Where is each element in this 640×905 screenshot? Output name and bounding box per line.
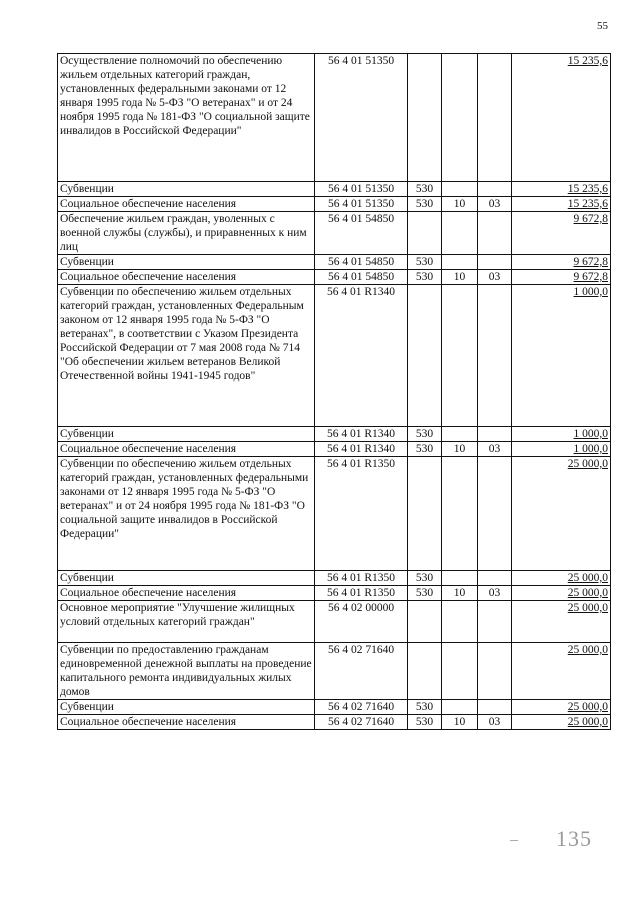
- table-row: [58, 212, 611, 255]
- row-name-cell: Субвенции по обеспечению жильем отдельных категорий граждан, установленных Федеральным законом от 12 января 1995 года № 5-ФЗ "О ветеранах", в соответствии с Указом Президента Российской Федерации от 7 мая 2008 года № 714 "Об обеспечении жильем ветеранов Великой Отечественной войны 1941-1945 годов": [58, 285, 315, 427]
- table-row: [58, 457, 611, 571]
- row-vr-cell: 530: [408, 182, 442, 197]
- row-pr-cell: 03: [478, 197, 512, 212]
- row-pr-cell: 03: [478, 270, 512, 285]
- row-vr-cell: 530: [408, 427, 442, 442]
- row-name-cell: Социальное обеспечение населения: [58, 270, 315, 285]
- row-name-cell: Субвенции: [58, 255, 315, 270]
- row-name-cell: Субвенции: [58, 182, 315, 197]
- row-amount-cell: [512, 54, 611, 182]
- row-amount-cell: [512, 442, 611, 457]
- row-code-cell: 56 4 02 71640: [315, 715, 408, 730]
- row-vr-cell: [408, 643, 442, 700]
- row-code-cell: 56 4 02 71640: [315, 700, 408, 715]
- row-code-cell: 56 4 01 51350: [315, 54, 408, 182]
- row-rz-cell: 10: [442, 715, 478, 730]
- row-rz-cell: 10: [442, 442, 478, 457]
- row-amount-cell: [512, 457, 611, 571]
- row-code-cell: 56 4 01 51350: [315, 197, 408, 212]
- row-pr-cell: [478, 285, 512, 427]
- row-amount-cell: [512, 182, 611, 197]
- row-rz-cell: [442, 457, 478, 571]
- amount-value: 25 000,0: [567, 587, 608, 599]
- row-vr-cell: 530: [408, 197, 442, 212]
- row-pr-cell: [478, 54, 512, 182]
- row-code-cell: 56 4 01 54850: [315, 270, 408, 285]
- row-amount-cell: [512, 601, 611, 643]
- row-vr-cell: [408, 601, 442, 643]
- amount-value: 15 235,6: [567, 183, 608, 195]
- row-amount-cell: [512, 715, 611, 730]
- row-name-cell: Осуществление полномочий по обеспечению жильем отдельных категорий граждан, установленных федеральными законами от 12 января 1995 года № 5-ФЗ "О ветеранах" и от 24 ноября 1995 года № 181-ФЗ "О социальной защите инвалидов в Российской Федерации": [58, 54, 315, 182]
- row-name-cell: Субвенции: [58, 427, 315, 442]
- amount-value: 25 000,0: [567, 644, 608, 656]
- row-rz-cell: [442, 700, 478, 715]
- row-rz-cell: 10: [442, 197, 478, 212]
- row-pr-cell: [478, 571, 512, 586]
- amount-value: 1 000,0: [573, 428, 608, 440]
- table-row: [58, 270, 611, 285]
- table-row: [58, 255, 611, 270]
- row-code-cell: 56 4 01 R1340: [315, 442, 408, 457]
- row-code-cell: 56 4 01 R1350: [315, 457, 408, 571]
- row-pr-cell: [478, 700, 512, 715]
- row-name-cell: Социальное обеспечение населения: [58, 197, 315, 212]
- row-vr-cell: 530: [408, 715, 442, 730]
- row-amount-cell: [512, 255, 611, 270]
- table-row: [58, 285, 611, 427]
- row-amount-cell: [512, 197, 611, 212]
- row-pr-cell: [478, 601, 512, 643]
- table-row: [58, 715, 611, 730]
- amount-value: 1 000,0: [573, 286, 608, 298]
- row-name-cell: Субвенции по обеспечению жильем отдельных категорий граждан, установленных федеральными законами от 12 января 1995 года № 5-ФЗ "О ветеранах" и от 24 ноября 1995 года № 181-ФЗ "О социальной защите инвалидов в Российской Федерации": [58, 457, 315, 571]
- row-vr-cell: 530: [408, 571, 442, 586]
- table-row: [58, 700, 611, 715]
- amount-value: 1 000,0: [573, 443, 608, 455]
- row-rz-cell: [442, 643, 478, 700]
- row-name-cell: Основное мероприятие "Улучшение жилищных условий отдельных категорий граждан": [58, 601, 315, 643]
- row-name-cell: Обеспечение жильем граждан, уволенных с военной службы (службы), и приравненных к ним лиц: [58, 212, 315, 255]
- row-code-cell: 56 4 01 54850: [315, 255, 408, 270]
- row-name-cell: Субвенции: [58, 571, 315, 586]
- row-code-cell: 56 4 02 00000: [315, 601, 408, 643]
- row-code-cell: 56 4 01 51350: [315, 182, 408, 197]
- row-vr-cell: 530: [408, 442, 442, 457]
- amount-value: 9 672,8: [573, 213, 608, 225]
- row-rz-cell: [442, 601, 478, 643]
- row-name-cell: Социальное обеспечение населения: [58, 715, 315, 730]
- table-row: [58, 197, 611, 212]
- row-pr-cell: 03: [478, 442, 512, 457]
- row-pr-cell: [478, 457, 512, 571]
- row-amount-cell: [512, 643, 611, 700]
- row-pr-cell: [478, 427, 512, 442]
- amount-value: 15 235,6: [567, 198, 608, 210]
- amount-value: 25 000,0: [567, 458, 608, 470]
- row-code-cell: 56 4 01 R1340: [315, 427, 408, 442]
- row-name-cell: Субвенции по предоставлению гражданам единовременной денежной выплаты на проведение капитального ремонта индивидуальных жилых домов: [58, 643, 315, 700]
- row-rz-cell: [442, 285, 478, 427]
- table-row: [58, 643, 611, 700]
- amount-value: 9 672,8: [573, 256, 608, 268]
- row-rz-cell: [442, 571, 478, 586]
- budget-table: [57, 53, 611, 730]
- margin-mark: [510, 840, 518, 841]
- row-code-cell: 56 4 01 54850: [315, 212, 408, 255]
- row-rz-cell: [442, 212, 478, 255]
- row-vr-cell: [408, 54, 442, 182]
- row-rz-cell: [442, 54, 478, 182]
- row-amount-cell: [512, 427, 611, 442]
- table-row: [58, 601, 611, 643]
- table-row: [58, 586, 611, 601]
- row-vr-cell: 530: [408, 586, 442, 601]
- row-pr-cell: 03: [478, 715, 512, 730]
- row-pr-cell: [478, 182, 512, 197]
- row-rz-cell: 10: [442, 270, 478, 285]
- amount-value: 25 000,0: [567, 602, 608, 614]
- row-code-cell: 56 4 01 R1350: [315, 586, 408, 601]
- table-row: [58, 442, 611, 457]
- page-number: 55: [597, 20, 608, 32]
- row-amount-cell: [512, 212, 611, 255]
- row-amount-cell: [512, 586, 611, 601]
- table-row: [58, 571, 611, 586]
- row-vr-cell: [408, 212, 442, 255]
- table-row: [58, 427, 611, 442]
- row-rz-cell: [442, 182, 478, 197]
- amount-value: 25 000,0: [567, 701, 608, 713]
- row-pr-cell: [478, 643, 512, 700]
- row-name-cell: Социальное обеспечение населения: [58, 586, 315, 601]
- row-pr-cell: [478, 212, 512, 255]
- table-row: [58, 182, 611, 197]
- amount-value: 15 235,6: [567, 55, 608, 67]
- page-stamp: 135: [556, 826, 592, 851]
- row-code-cell: 56 4 01 R1340: [315, 285, 408, 427]
- row-amount-cell: [512, 700, 611, 715]
- row-vr-cell: [408, 285, 442, 427]
- table-row: [58, 54, 611, 182]
- row-code-cell: 56 4 02 71640: [315, 643, 408, 700]
- row-amount-cell: [512, 270, 611, 285]
- row-rz-cell: [442, 255, 478, 270]
- amount-value: 25 000,0: [567, 572, 608, 584]
- row-name-cell: Субвенции: [58, 700, 315, 715]
- row-vr-cell: 530: [408, 255, 442, 270]
- row-rz-cell: 10: [442, 586, 478, 601]
- amount-value: 25 000,0: [567, 716, 608, 728]
- row-pr-cell: [478, 255, 512, 270]
- row-rz-cell: [442, 427, 478, 442]
- row-pr-cell: 03: [478, 586, 512, 601]
- row-vr-cell: 530: [408, 270, 442, 285]
- row-vr-cell: 530: [408, 700, 442, 715]
- row-code-cell: 56 4 01 R1350: [315, 571, 408, 586]
- row-name-cell: Социальное обеспечение населения: [58, 442, 315, 457]
- row-amount-cell: [512, 285, 611, 427]
- amount-value: 9 672,8: [573, 271, 608, 283]
- row-amount-cell: [512, 571, 611, 586]
- row-vr-cell: [408, 457, 442, 571]
